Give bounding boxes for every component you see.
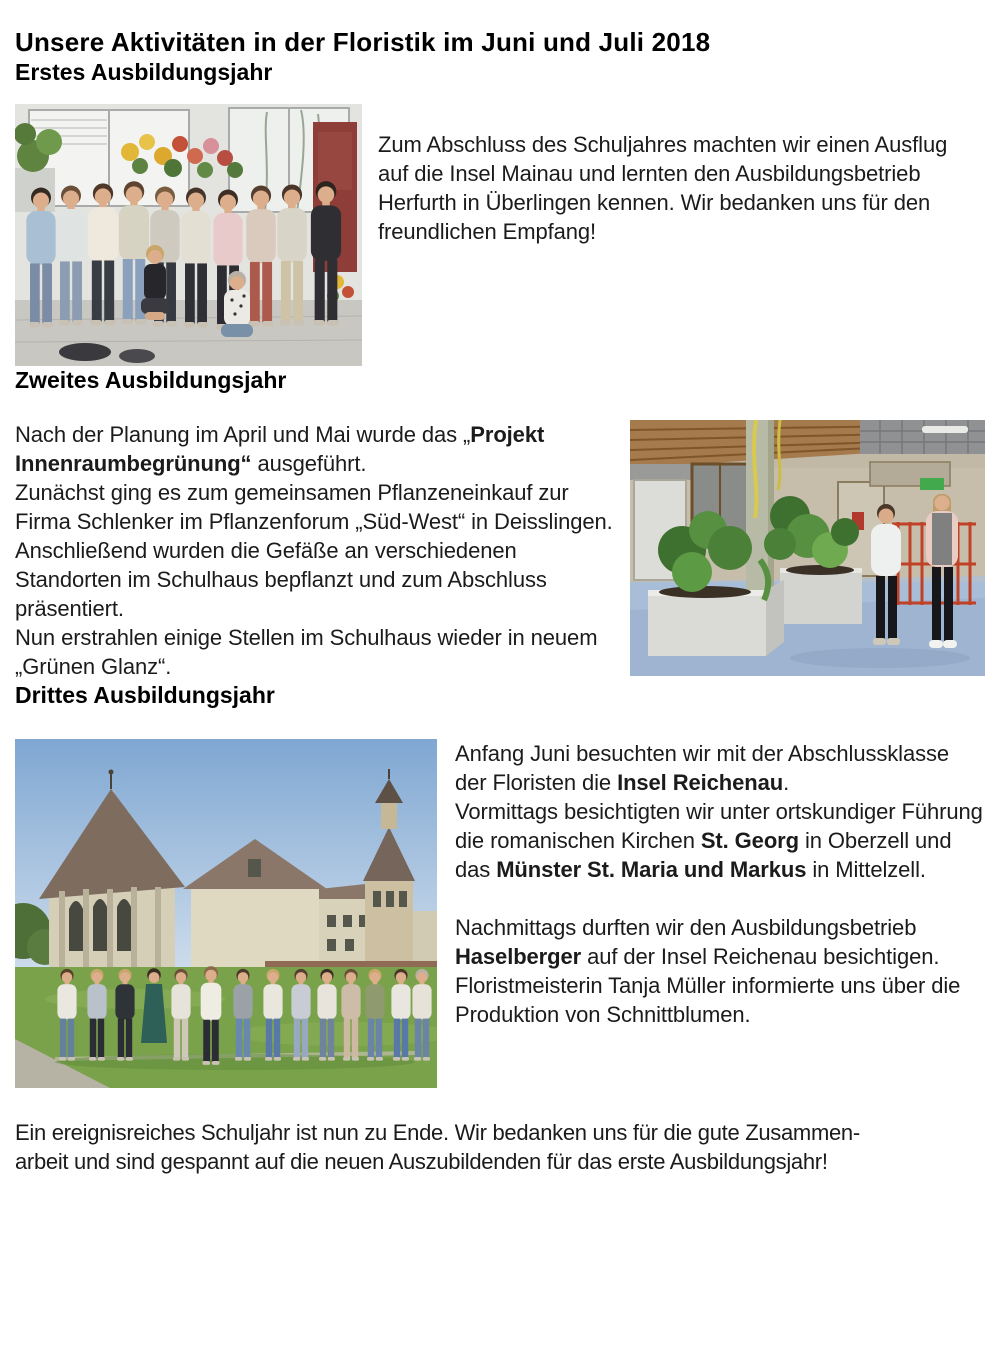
photo-reichenau-church-group — [15, 739, 437, 1088]
section-first-year — [15, 104, 985, 366]
paragraph-second-year: Nach der Planung im April und Mai wurde das „Projekt Innenraumbegrünung“ ausgeführt. Zunächst ging es zum gemeinsamen Pflanzeneinkauf zur Firma Schlenker im Pflanzenforum „Süd-West“ in Deisslingen. Anschließend wurden die Gefäße an verschiedenen Standorten im Schulhaus bepflanzt und zum Abschluss präsentiert. Nun erstrahlen einige Stellen im Schulhaus wieder in neuem „Grünen Glanz“. — [15, 422, 613, 679]
section-heading-third-year: Drittes Ausbildungsjahr — [15, 682, 275, 708]
hallway-planter-illustration — [630, 420, 985, 676]
paragraph-third-year-morning: Anfang Juni besuchten wir mit der Abschlussklasse der Floristen die Insel Reichenau. Vormittags besichtigten wir unter ortskundiger Führung die romanischen Kirchen St. Georg in Oberzell und das Münster St. Maria und Markus in Mittelzell. — [455, 741, 983, 882]
section-heading-first-year: Erstes Ausbildungsjahr — [15, 59, 273, 85]
reichenau-church-illustration — [15, 739, 437, 1088]
flower-shop-group-illustration — [15, 104, 362, 366]
section-third-year — [15, 739, 985, 1088]
photo-school-hallway-planters — [630, 420, 985, 676]
paragraph-third-year-afternoon: Nachmittags durften wir den Ausbildungsbetrieb Haselberger auf der Insel Reichenau besichtigen. Floristmeisterin Tanja Müller informierte uns über die Produktion von Schnittblumen. — [455, 915, 961, 1027]
section-second-year — [15, 420, 985, 681]
third-year-text-column — [455, 739, 985, 1029]
paragraph-first-year: Zum Abschluss des Schuljahres machten wir einen Ausflug auf die Insel Mainau und lernten den Ausbildungsbetrieb Herfurth in Überlingen kennen. Wir bedanken uns für den freundlichen Empfang! — [378, 132, 948, 244]
photo-flower-shop-group — [15, 104, 362, 366]
section-heading-second-year: Zweites Ausbildungsjahr — [15, 367, 287, 393]
page-title: Unsere Aktivitäten in der Floristik im Juni und Juli 2018 — [15, 27, 711, 57]
closing-paragraph: Ein ereignisreiches Schuljahr ist nun zu Ende. Wir bedanken uns für die gute Zusammen- arbeit und sind gespannt auf die neuen Auszubildenden für das erste Ausbildungsjahr! — [15, 1120, 860, 1174]
exit-sign — [920, 478, 944, 490]
